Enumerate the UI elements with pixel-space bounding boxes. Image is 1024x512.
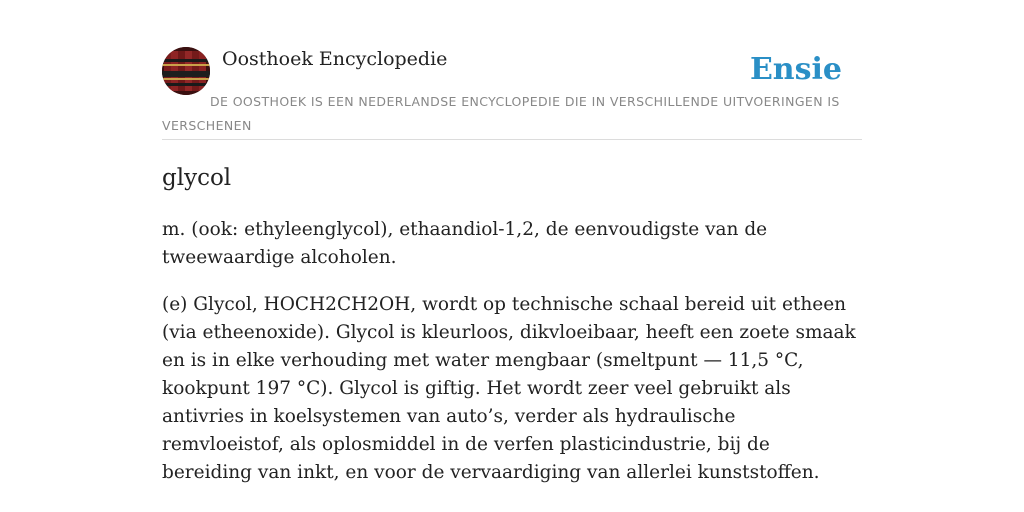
article-title: glycol xyxy=(162,165,232,191)
encyclopedia-books-icon[interactable] xyxy=(162,47,210,95)
brand-logo[interactable]: Ensie xyxy=(749,52,842,87)
source-tagline: DE OOSTHOEK IS EEN NEDERLANDSE ENCYCLOPEDIE DIE IN VERSCHILLENDE UITVOERINGEN IS VERSCHENEN xyxy=(162,94,840,133)
article-body xyxy=(162,216,862,506)
article-paragraph: m. (ook: ethyleenglycol), ethaandiol-1,2, de eenvoudigste van de tweewaardige alcoholen. xyxy=(162,219,768,268)
source-name-link[interactable]: Oosthoek Encyclopedie xyxy=(222,48,448,70)
article-paragraph: (e) Glycol, HOCH2CH2OH, wordt op technische schaal bereid uit etheen (via etheenoxide). Glycol is kleurloos, dikvloeibaar, heeft een zoete smaak en is in elke verhouding met water mengbaar (smeltpunt — 11,5 °C, kookpunt 197 °C). Glycol is giftig. Het wordt zeer veel gebruikt als antivries in koelsystemen van auto’s, verder als hydraulische remvloeistof, als oplosmiddel in de verfen plasticindustrie, bij de bereiding van inkt, en voor de vervaardiging van allerlei kunststoffen. xyxy=(162,294,856,483)
page-header xyxy=(162,44,862,140)
